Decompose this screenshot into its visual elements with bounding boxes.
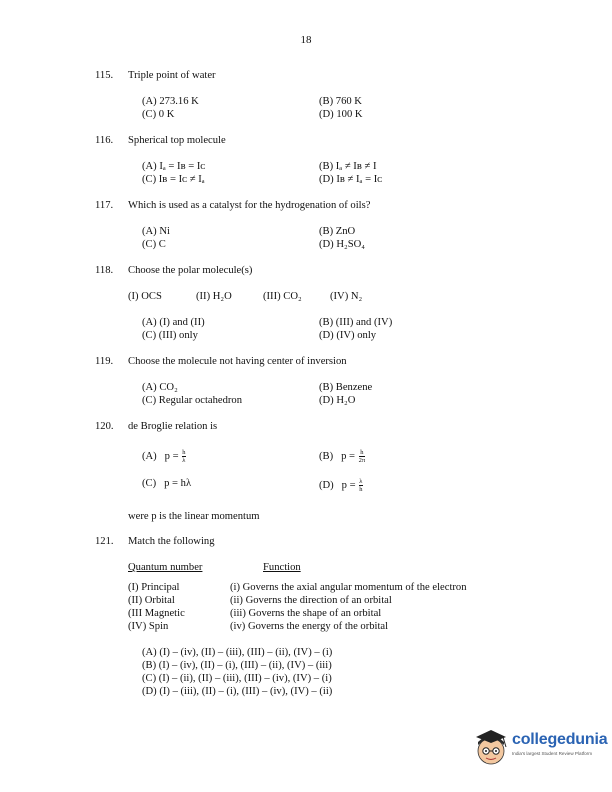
list-item: (IV) Spin	[128, 621, 169, 632]
option-d: (D) H₂SO₄	[319, 239, 365, 250]
option-c: (C) C	[142, 239, 166, 250]
option-d	[319, 478, 363, 493]
option-c: (C) (III) only	[142, 330, 198, 341]
option-a	[142, 449, 186, 464]
note: were p is the linear momentum	[128, 511, 260, 522]
list-item: (i) Governs the axial angular momentum of the electron	[230, 582, 467, 593]
option-a: (A) Ni	[142, 226, 170, 237]
denominator: h	[359, 486, 363, 493]
question-number: 116.	[95, 135, 114, 146]
question-text: Spherical top molecule	[128, 135, 226, 146]
numerator: λ	[359, 478, 363, 485]
option-d: (D) (IV) only	[319, 330, 377, 341]
option-b	[319, 449, 365, 464]
question-number: 121.	[95, 536, 114, 547]
option-b: (B) (I) – (iv), (II) – (i), (III) – (ii), (IV) – (iii)	[142, 660, 332, 671]
question-text: de Broglie relation is	[128, 421, 218, 432]
question-number: 115.	[95, 70, 114, 81]
option-a: (A) Iₐ = Iʙ = Iᴄ	[142, 161, 206, 172]
option-label: (C)	[142, 478, 157, 489]
numerator: h	[182, 449, 186, 456]
page-number: 18	[300, 34, 312, 46]
question-text: Match the following	[128, 536, 215, 547]
question-number: 117.	[95, 200, 114, 211]
logo-tagline: India's largest Student Review Platform	[512, 751, 593, 756]
option-c: (C) Regular octahedron	[142, 395, 243, 406]
question-text: Choose the molecule not having center of inversion	[128, 356, 347, 367]
logo-wordmark: collegedunia	[512, 731, 608, 748]
option-a: (A) CO₂	[142, 382, 178, 393]
option-d: (D) H₂O	[319, 395, 356, 406]
formula: p = hλ	[164, 478, 192, 489]
molecule-1: (I) OCS	[128, 291, 162, 302]
question-text: Choose the polar molecule(s)	[128, 265, 253, 276]
list-item: (III Magnetic	[128, 608, 185, 619]
option-b: (B) Benzene	[319, 382, 373, 393]
list-item: (iv) Governs the energy of the orbital	[230, 621, 389, 632]
denominator: λ	[182, 457, 186, 464]
option-d: (D) (I) – (iii), (II) – (i), (III) – (iv), (IV) – (ii)	[142, 686, 333, 697]
question-number: 120.	[95, 421, 114, 432]
list-item: (I) Principal	[128, 582, 180, 593]
molecule-4: (IV) N₂	[330, 291, 363, 302]
question-text: Triple point of water	[128, 70, 216, 81]
denominator: 2π	[358, 457, 366, 464]
option-d: (D) Iʙ ≠ Iₐ = Iᴄ	[319, 174, 383, 185]
question-number: 119.	[95, 356, 114, 367]
graduate-mascot-icon	[476, 730, 506, 764]
option-c: (C) 0 K	[142, 109, 175, 120]
question-text: Which is used as a catalyst for the hydrogenation of oils?	[128, 200, 371, 211]
fraction	[359, 478, 362, 493]
numerator: h	[360, 449, 364, 456]
option-c: (C) Iʙ = Iᴄ ≠ Iₐ	[142, 174, 205, 185]
formula-lhs: p =	[341, 450, 355, 462]
question-number: 118.	[95, 265, 114, 276]
molecule-2: (II) H₂O	[196, 291, 232, 302]
option-label: (D)	[319, 479, 334, 491]
option-b: (B) ZnO	[319, 226, 356, 237]
option-b: (B) 760 K	[319, 96, 362, 107]
formula-lhs: p =	[164, 450, 179, 462]
option-label: (A)	[142, 450, 157, 462]
list-item: (iii) Governs the shape of an orbital	[230, 608, 382, 619]
list-item: (II) Orbital	[128, 595, 175, 606]
fraction	[359, 449, 366, 464]
option-b: (B) (III) and (IV)	[319, 317, 393, 328]
fraction	[182, 449, 185, 464]
list-item: (ii) Governs the direction of an orbital	[230, 595, 392, 606]
column-header-quantum-number: Quantum number	[128, 562, 203, 573]
option-d: (D) 100 K	[319, 109, 363, 120]
option-c: (C) (I) – (ii), (II) – (iii), (III) – (iv), (IV) – (i)	[142, 673, 332, 684]
formula-lhs: p =	[341, 479, 356, 491]
molecule-3: (III) CO₂	[263, 291, 302, 302]
option-b: (B) Iₐ ≠ Iʙ ≠ I	[319, 161, 377, 172]
column-header-function: Function	[263, 562, 301, 573]
option-c	[142, 478, 191, 489]
option-a: (A) (I) and (II)	[142, 317, 205, 328]
option-a: (A) 273.16 K	[142, 96, 199, 107]
option-label: (B)	[319, 450, 334, 462]
option-a: (A) (I) – (iv), (II) – (iii), (III) – (ii), (IV) – (i)	[142, 647, 333, 658]
